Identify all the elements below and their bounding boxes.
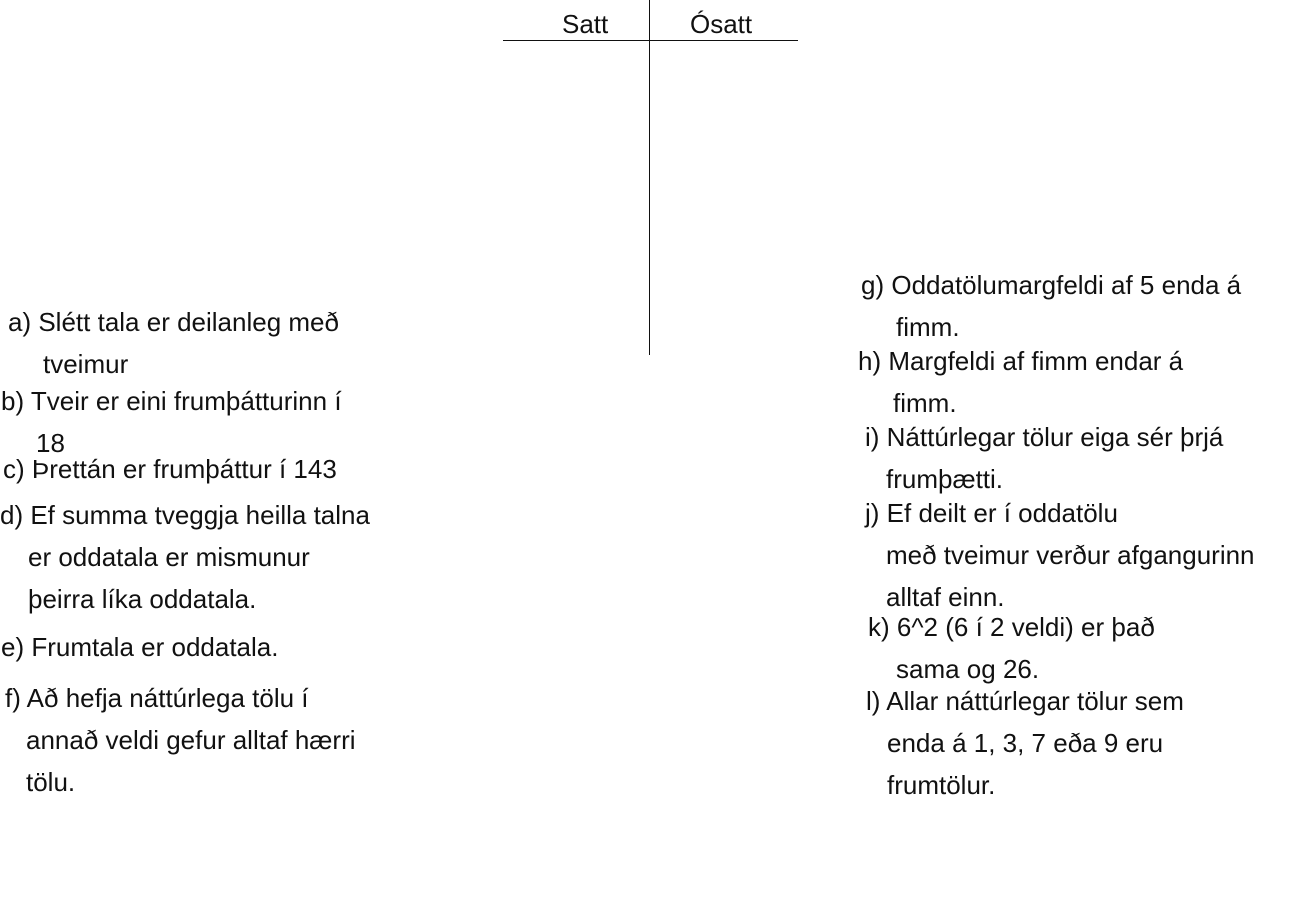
statement-card-d[interactable]: [0, 494, 370, 620]
statement-l-line-3: frumtölur.: [887, 770, 996, 800]
statement-d-line-3: þeirra líka oddatala.: [28, 584, 257, 614]
statement-g-line-1: g) Oddatölumargfeldi af 5 enda á: [861, 270, 1242, 300]
t-chart-vertical-line: [649, 0, 650, 355]
statement-card-c[interactable]: [3, 448, 337, 490]
statement-i-line-1: i) Náttúrlegar tölur eiga sér þrjá: [865, 422, 1224, 452]
statement-d-line-2: er oddatala er mismunur: [28, 542, 310, 572]
statement-card-g[interactable]: [861, 264, 1241, 348]
statement-card-e[interactable]: [1, 626, 278, 668]
statement-l-line-1: l) Allar náttúrlegar tölur sem: [866, 686, 1184, 716]
statement-a-line-2: tveimur: [43, 349, 129, 379]
statement-a-line-1: a) Slétt tala er deilanleg með: [8, 307, 339, 337]
statement-j-line-3: alltaf einn.: [886, 582, 1005, 612]
statement-k-line-2: sama og 26.: [896, 654, 1040, 684]
statement-card-l[interactable]: [866, 680, 1184, 806]
statement-f-line-2: annað veldi gefur alltaf hærri: [26, 725, 356, 755]
statement-i-line-2: frumþætti.: [886, 464, 1004, 494]
statement-f-line-3: tölu.: [26, 767, 76, 797]
statement-c-line-1: c) Þrettán er frumþáttur í 143: [3, 454, 337, 484]
statement-j-line-2: með tveimur verður afgangurinn: [886, 540, 1255, 570]
t-chart-horizontal-line: [503, 40, 798, 41]
statement-card-k[interactable]: [868, 606, 1155, 690]
statement-h-line-2: fimm.: [893, 388, 957, 418]
false-column-header: Ósatt: [690, 9, 753, 39]
statement-l-line-2: enda á 1, 3, 7 eða 9 eru: [887, 728, 1164, 758]
statement-b-line-1: b) Tveir er eini frumþátturinn í: [1, 386, 342, 416]
statement-f-line-1: f) Að hefja náttúrlega tölu í: [5, 683, 309, 713]
statement-card-f[interactable]: [5, 677, 356, 803]
statement-g-line-2: fimm.: [896, 312, 960, 342]
statement-h-line-1: h) Margfeldi af fimm endar á: [858, 346, 1184, 376]
true-column-header: Satt: [562, 9, 609, 39]
statement-j-line-1: j) Ef deilt er í oddatölu: [865, 498, 1118, 528]
statement-k-line-1: k) 6^2 (6 í 2 veldi) er það: [868, 612, 1155, 642]
statement-card-h[interactable]: [858, 340, 1183, 424]
statement-card-i[interactable]: [865, 416, 1223, 500]
statement-d-line-1: d) Ef summa tveggja heilla talna: [0, 500, 370, 530]
statement-e-line-1: e) Frumtala er oddatala.: [1, 632, 279, 662]
statement-b-line-2: 18: [36, 428, 65, 458]
statement-card-a[interactable]: [8, 301, 339, 385]
statement-card-j[interactable]: [865, 492, 1255, 618]
